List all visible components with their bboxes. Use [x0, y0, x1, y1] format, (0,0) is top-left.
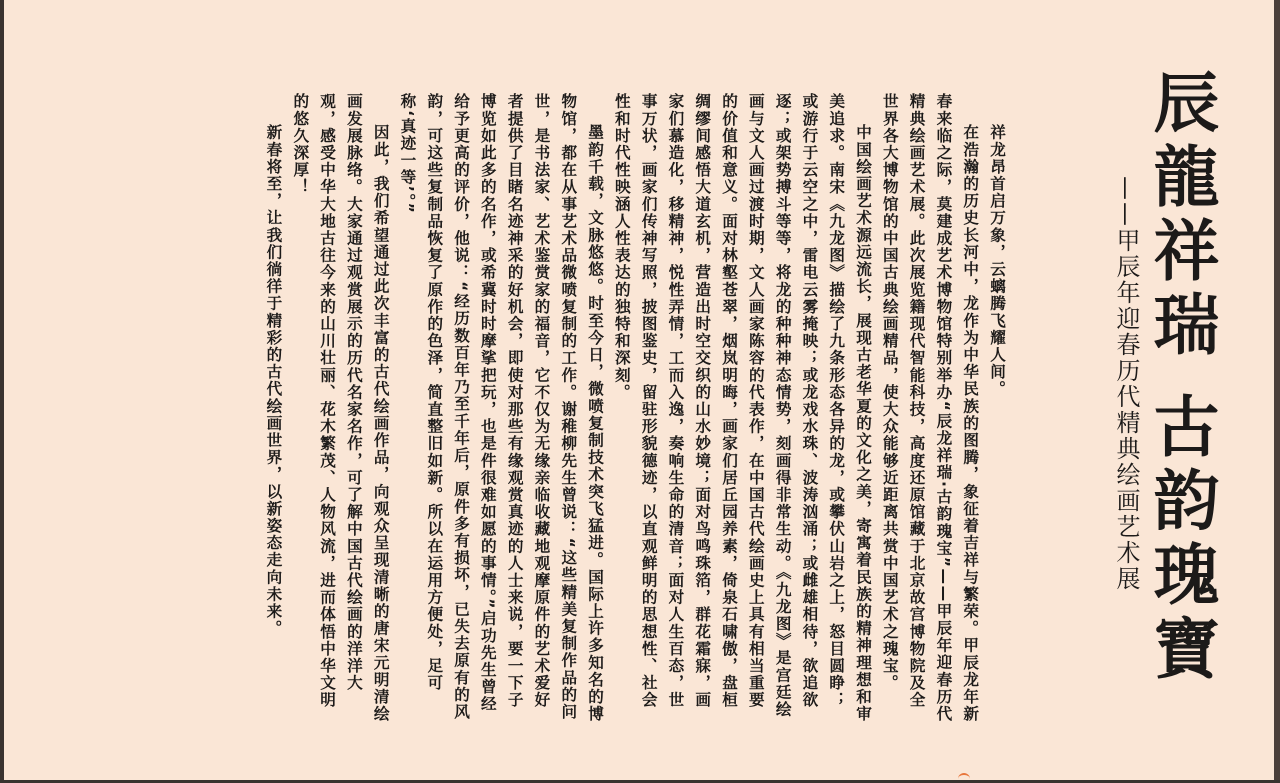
paragraph-opening: 祥龙昂首启万象，云螭腾飞耀人间。 — [988, 124, 1006, 398]
title-line-2: 古韵瑰寶 — [1142, 392, 1220, 688]
title-line-1: 辰龍祥瑞 — [1142, 68, 1220, 364]
page-left-edge — [0, 0, 4, 783]
paragraph-technology: 墨韵千载，文脉悠悠。时至今日，微喷复制技术突飞猛进。国际上许多知名的博物馆，都在从事艺术品微喷复制的工作。谢稚柳先生曾说：“这些精美复制作品的问世，是书法家、艺术鉴赏家的福音，它不仅为无缘亲临收藏地观摩原件的艺术爱好者提供了目睹名迹神采的好机会，即使对那些有缘观赏真迹的人士来说，要一下子博览如此多的名作，或希冀时时摩挲把玩，也是件很难如愿的事情。”启功先生曾经给予更高的评价，他说：“经历数百年乃至千年后，原件多有损坏，已失去原有的风韵，可这些复制品恢复了原作的色泽，简直整旧如新。所以在运用方便处，足可称‘真迹一等’。” — [398, 93, 605, 723]
page-right-edge — [1274, 0, 1280, 783]
document-title — [1142, 68, 1220, 688]
paragraph-intro: 在浩瀚的历史长河中，龙作为中华民族的图腾，象征着吉祥与繁荣。甲辰龙年新春来临之际，莫建成艺术博物馆特别举办“辰龙祥瑞·古韵瑰宝”——甲辰年迎春历代精典绘画艺术展。此次展览籍现代智能科技，高度还原馆藏于北京故宫博物院及全世界各大博物馆的中国古典绘画精品，使大众能够近距离共赏中国艺术之瑰宝。 — [880, 93, 980, 723]
paragraph-closing: 新春将至，让我们徜徉于精彩的古代绘画世界，以新姿态走向未来。 — [264, 124, 283, 638]
paragraph-history: 中国绘画艺术源远流长，展现古老华夏的文化之美，寄寓着民族的精神理想和审美追求。南宋《九龙图》描绘了九条形态各异的龙，或攀伏山岩之上，怒目圆睁；或游行于云空之中，雷电云雾掩映；或龙戏水珠、波涛汹涌；或雌雄相待，欲追欲逐；或架势搏斗等等，将龙的种种神态情势，刻画得非常生动。《九龙图》是宫廷绘画与文人画过渡时期，文人画家陈容的代表作，在中国古代绘画史上具有相当重要的价值和意义。面对林壑苍翠，烟岚明晦，画家们居丘园养素，倚泉石啸傲，盘桓绸缪间感悟大道玄机，营造出时空交织的山水妙境；面对鸟鸣珠箔，群花霜寐，画家们慕造化，移精神，悦性弄情，工而入逸，奏响生命的清音；面对人生百态，世事万状，画家们传神写照，披图鉴史，留驻形貌德迹，以直观鲜明的思想性、社会性和时代性映涵人性表达的独特和深刻。 — [612, 93, 873, 723]
document-body — [260, 93, 1010, 723]
paragraph-purpose: 因此，我们希望通过此次丰富的古代绘画作品，向观众呈现清晰的唐宋元明清绘画发展脉络。大家通过观赏展示的历代名家名作，可了解中国古代绘画的洋洋大观，感受中华大地古往今来的山川壮丽、花木繁茂、人物风流，进而体悟中华文明的悠久深厚！ — [291, 93, 390, 723]
document-subtitle: ——甲辰年迎春历代精典绘画艺术展 — [1112, 176, 1140, 592]
